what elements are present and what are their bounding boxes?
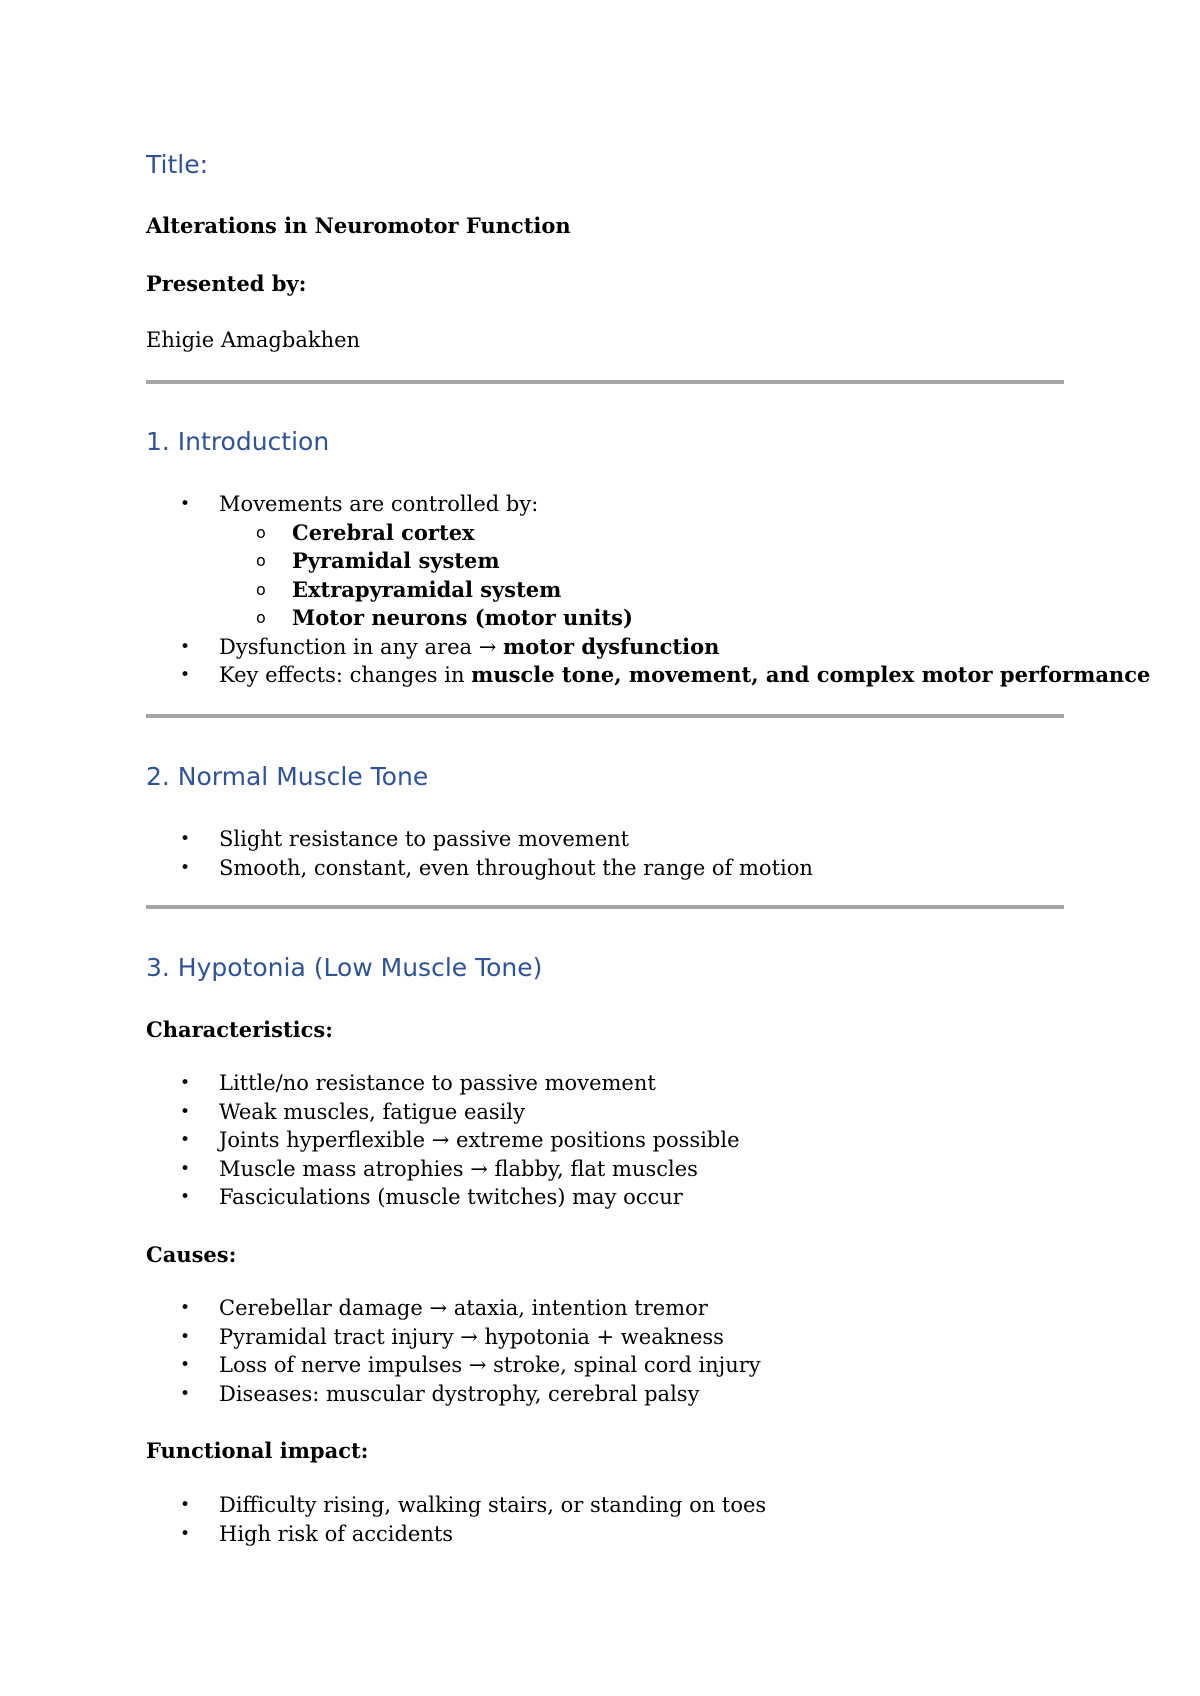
bullet-icon: •	[180, 1495, 191, 1515]
list-item	[146, 1126, 1106, 1155]
normal-muscle-tone-list	[146, 825, 1106, 882]
list-item-text: Diseases: muscular dystrophy, cerebral palsy	[219, 1381, 700, 1406]
list-item	[146, 1183, 1106, 1212]
list-item-text: High risk of accidents	[219, 1521, 454, 1546]
list-item	[146, 825, 1106, 854]
hypotonia-heading: 3. Hypotonia (Low Muscle Tone)	[146, 953, 543, 982]
presenter-name: Ehigie Amagbakhen	[146, 328, 361, 352]
list-item-text: Weak muscles, fatigue easily	[219, 1099, 526, 1124]
list-item-text: Movements are controlled by:	[219, 492, 539, 516]
list-item	[146, 1294, 1106, 1323]
list-item-emphasis: motor dysfunction	[503, 633, 720, 659]
document-title: Alterations in Neuromotor Function	[146, 213, 571, 238]
section-divider	[146, 380, 1064, 384]
bullet-icon: •	[180, 636, 191, 657]
bullet-icon: •	[180, 1073, 191, 1093]
list-item	[146, 1155, 1106, 1184]
causes-label: Causes:	[146, 1242, 237, 1267]
characteristics-label: Characteristics:	[146, 1017, 334, 1042]
list-item	[146, 854, 1106, 883]
bullet-icon: •	[180, 829, 191, 849]
list-item-text: Pyramidal system	[292, 548, 500, 573]
list-item-text: Cerebellar damage → ataxia, intention tremor	[219, 1296, 708, 1320]
list-item	[146, 661, 1151, 690]
title-label: Title:	[146, 150, 208, 179]
section-divider	[146, 714, 1064, 718]
bullet-icon: •	[180, 494, 191, 514]
list-item-text: Loss of nerve impulses → stroke, spinal cord injury	[219, 1353, 761, 1377]
causes-list	[146, 1294, 1106, 1408]
list-item-text: Key effects: changes in	[219, 663, 472, 687]
list-item	[146, 1098, 1106, 1127]
sub-bullet-icon: o	[256, 579, 266, 599]
bullet-icon: •	[180, 1187, 191, 1207]
bullet-icon: •	[180, 1101, 191, 1122]
list-item	[146, 633, 1106, 662]
list-item	[146, 604, 1106, 633]
list-item-text: Motor neurons (motor units)	[292, 605, 633, 630]
list-item-text: Difficulty rising, walking stairs, or standing on toes	[219, 1493, 767, 1517]
list-item-text: Smooth, constant, even throughout the range of motion	[219, 855, 813, 880]
list-item	[146, 1520, 1106, 1549]
list-item	[146, 547, 1106, 576]
presented-by-label: Presented by:	[146, 271, 307, 296]
list-item	[146, 1351, 1106, 1380]
list-item-text: Slight resistance to passive movement	[219, 827, 630, 851]
list-item	[146, 1380, 1106, 1409]
list-item-text: Pyramidal tract injury → hypotonia + weakness	[219, 1324, 724, 1349]
bullet-icon: •	[180, 1158, 191, 1179]
list-item	[146, 1491, 1106, 1520]
list-item-emphasis: muscle tone, movement, and complex motor performance	[471, 662, 1151, 687]
introduction-heading: 1. Introduction	[146, 427, 330, 456]
sub-bullet-icon: o	[256, 551, 266, 570]
bullet-icon: •	[180, 1326, 191, 1347]
list-item	[146, 1323, 1106, 1352]
bullet-icon: •	[180, 665, 191, 685]
sub-bullet-icon: o	[256, 522, 266, 542]
bullet-icon: •	[180, 1523, 191, 1544]
list-item-text: Fasciculations (muscle twitches) may occur	[219, 1185, 683, 1209]
section-divider	[146, 905, 1064, 909]
list-item	[146, 1069, 1106, 1098]
list-item-text: Little/no resistance to passive movement	[219, 1071, 656, 1095]
bullet-icon: •	[180, 1130, 191, 1150]
normal-muscle-tone-heading: 2. Normal Muscle Tone	[146, 762, 429, 791]
list-item-text: Dysfunction in any area →	[219, 634, 504, 659]
functional-impact-list	[146, 1491, 1106, 1548]
list-item-text: Joints hyperflexible → extreme positions possible	[219, 1128, 740, 1152]
bullet-icon: •	[180, 1298, 191, 1318]
functional-impact-label: Functional impact:	[146, 1438, 369, 1463]
list-item-text: Cerebral cortex	[292, 519, 475, 545]
sub-bullet-icon: o	[256, 608, 266, 627]
list-item	[146, 490, 1106, 519]
characteristics-list	[146, 1069, 1106, 1212]
introduction-list	[146, 490, 1151, 690]
bullet-icon: •	[180, 1383, 191, 1404]
bullet-icon: •	[180, 857, 191, 878]
list-item-text: Extrapyramidal system	[292, 576, 562, 602]
list-item	[146, 576, 1106, 605]
list-item	[146, 519, 1106, 548]
bullet-icon: •	[180, 1355, 191, 1375]
list-item-text: Muscle mass atrophies → flabby, flat muscles	[219, 1156, 698, 1181]
